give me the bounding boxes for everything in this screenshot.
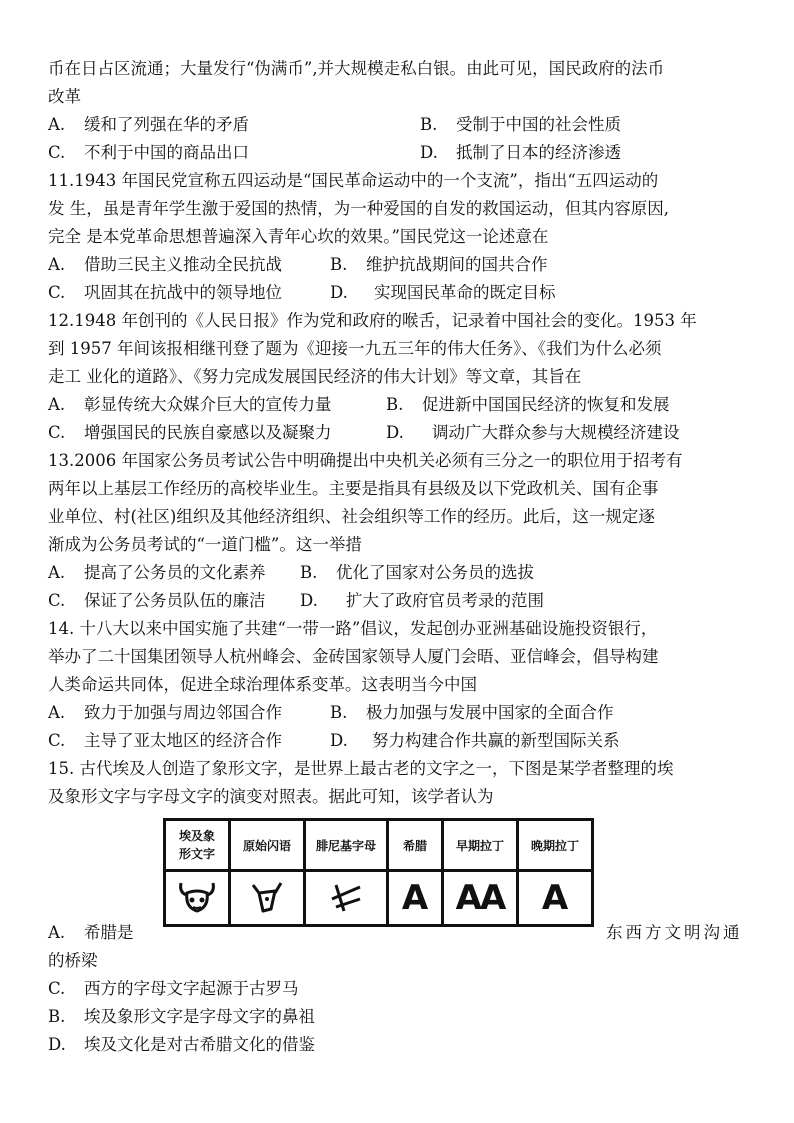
q10-option-b-wrap: [420, 114, 621, 136]
q11-option-b: 维护抗战期间的国共合作: [366, 255, 548, 274]
late-latin-a-glyph: [518, 871, 593, 926]
q14-stem-line2: 举办了二十国集团领导人杭州峰会、金砖国家领导人厦门会晤、亚信峰会，倡导构建: [48, 647, 659, 666]
q12-option-d: 调动广大群众参与大规模经济建设: [432, 423, 680, 442]
q14-option-b: 极力加强与发展中国家的全面合作: [366, 703, 614, 722]
q15-option-a-row: [48, 922, 746, 944]
option-label: B.: [386, 395, 404, 414]
option-label: A.: [48, 703, 66, 722]
table-header-text: 埃及象形文字: [178, 829, 215, 861]
table-header-phoenician: 腓尼基字母: [305, 820, 388, 871]
q13-option-b: 优化了国家对公务员的选拔: [336, 563, 534, 582]
greek-alpha-glyph: [388, 871, 443, 926]
q15-option-a-part1: 希腊是: [84, 923, 134, 942]
q12-option-c: 增强国民的民族自豪感以及凝聚力: [84, 423, 332, 442]
q13-option-a: 提高了公务员的文化素养: [84, 563, 266, 582]
table-header-early-latin: 早期拉丁: [443, 820, 518, 871]
option-label: A.: [48, 115, 66, 134]
q12-option-a: 彰显传统大众媒介巨大的宣传力量: [84, 395, 332, 414]
greek-alpha-letter: A: [401, 878, 429, 918]
q14-options-row1: [48, 702, 614, 724]
phoenician-aleph-glyph-icon: [305, 871, 388, 926]
q11-option-d: 实现国民革命的既定目标: [374, 283, 556, 302]
q14-option-d-wrap: [330, 730, 620, 752]
option-label: D.: [330, 283, 348, 302]
late-latin-letter: A: [541, 878, 569, 918]
q10-stem-line1: 币在日占区流通；大量发行“伪满币”,并大规模走私白银。由此可见，国民政府的法币: [48, 59, 665, 78]
q11-option-c: 巩固其在抗战中的领导地位: [84, 283, 282, 302]
q13-stem-line1: 13.2006 年国家公务员考试公告中明确提出中央机关必须有三分之一的职位用于招考有: [48, 451, 683, 470]
q14-option-a: 致力于加强与周边邻国合作: [84, 703, 282, 722]
table-header-proto-semitic: 原始闪语: [230, 820, 305, 871]
q15-option-c: 西方的字母文字起源于古罗马: [84, 979, 299, 998]
q15-option-d: 埃及文化是对古希腊文化的借鉴: [84, 1035, 315, 1054]
q11-stem-line3: 完全 是本党革命思想普遍深入青年心坎的效果。”国民党这一论述意在: [48, 227, 549, 246]
q13-option-d-wrap: [300, 590, 544, 612]
option-label: B.: [330, 703, 348, 722]
option-label: C.: [48, 283, 66, 302]
option-label: B.: [330, 255, 348, 274]
proto-semitic-ox-glyph-icon: [230, 871, 305, 926]
alphabet-evolution-table: [163, 818, 594, 927]
q11-options-row1: [48, 254, 548, 276]
q15-option-a-part2: 东西方文明沟通: [606, 923, 743, 942]
q14-option-d: 努力构建合作共赢的新型国际关系: [372, 731, 620, 750]
option-label: D.: [300, 591, 318, 610]
option-label: D.: [330, 731, 348, 750]
q14-stem-line3: 人类命运共同体，促进全球治理体系变革。这表明当今中国: [48, 675, 477, 694]
q12-options-row2: [48, 422, 680, 444]
option-label: A.: [48, 395, 66, 414]
q14-option-c: 主导了亚太地区的经济合作: [84, 731, 282, 750]
q13-stem-line4: 渐成为公务员考试的“一道门槛”。这一举措: [48, 535, 362, 554]
q13-options-row1: [48, 562, 534, 584]
option-label: C.: [48, 731, 66, 750]
q14-option-b-wrap: [330, 702, 614, 724]
option-label: A.: [48, 923, 66, 942]
option-label: C.: [48, 423, 66, 442]
option-label: A.: [48, 255, 66, 274]
q11-option-b-wrap: [330, 254, 548, 276]
q15-option-b: 埃及象形文字是字母文字的鼻祖: [84, 1007, 315, 1026]
q14-options-row2: [48, 730, 620, 752]
q10-options-row2: [48, 142, 621, 164]
q13-stem-line2: 两年以上基层工作经历的高校毕业生。主要是指具有县级及以下党政机关、国有企事: [48, 479, 659, 498]
q12-option-d-wrap: [386, 422, 680, 444]
q10-option-a: 缓和了列强在华的矛盾: [84, 115, 249, 134]
q10-stem-line2: 改革: [48, 87, 81, 106]
q12-stem-line1: 12.1948 年创刊的《人民日报》作为党和政府的喉舌，记录着中国社会的变化。1953 年: [48, 311, 697, 330]
q12-option-b-wrap: [386, 394, 670, 416]
q11-option-d-wrap: [330, 282, 556, 304]
option-label: B.: [420, 115, 438, 134]
table-header-late-latin: 晚期拉丁: [518, 820, 593, 871]
q15-option-b-row: [48, 1006, 315, 1028]
early-latin-a-glyph: [443, 871, 518, 926]
q11-option-a: 借助三民主义推动全民抗战: [84, 255, 282, 274]
option-label: C.: [48, 591, 66, 610]
option-label: D.: [48, 1035, 66, 1054]
table-header-greek: 希腊: [388, 820, 443, 871]
option-label: A.: [48, 563, 66, 582]
q10-option-d: 抵制了日本的经济渗透: [456, 143, 621, 162]
q12-stem-line2: 到 1957 年间该报相继刊登了题为《迎接一九五三年的伟大任务》、《我们为什么必须: [48, 339, 662, 358]
early-latin-letters: AA: [455, 878, 505, 918]
q12-option-b: 促进新中国国民经济的恢复和发展: [422, 395, 670, 414]
ox-head-glyph-icon: [165, 871, 230, 926]
option-label: B.: [300, 563, 318, 582]
q10-option-d-wrap: [420, 142, 621, 164]
q10-option-b: 受制于中国的社会性质: [456, 115, 621, 134]
q11-options-row2: [48, 282, 556, 304]
q13-option-b-wrap: [300, 562, 534, 584]
q13-stem-line3: 业单位、村(社区)组织及其他经济组织、社会组织等工作的经历。此后，这一规定逐: [48, 507, 655, 526]
q13-option-c: 保证了公务员队伍的廉洁: [84, 591, 266, 610]
table-header-egyptian: [165, 820, 230, 871]
option-label: D.: [420, 143, 438, 162]
q10-options-row1: [48, 114, 621, 136]
q15-stem-line1: 15. 古代埃及人创造了象形文字，是世界上最古老的文字之一，下图是某学者整理的埃: [48, 759, 674, 778]
q13-option-d: 扩大了政府官员考录的范围: [346, 591, 544, 610]
q15-stem-line2: 及象形文字与字母文字的演变对照表。据此可知，该学者认为: [48, 787, 494, 806]
q15-option-d-row: [48, 1034, 315, 1056]
q14-stem-line1: 14. 十八大以来中国实施了共建“一带一路”倡议，发起创办亚洲基础设施投资银行，: [48, 619, 658, 638]
q13-options-row2: [48, 590, 544, 612]
option-label: C.: [48, 143, 66, 162]
q11-stem-line1: 11.1943 年国民党宣称五四运动是“国民革命运动中的一个支流”，指出“五四运动的: [48, 171, 659, 190]
q12-options-row1: [48, 394, 670, 416]
q11-stem-line2: 发 生，虽是青年学生激于爱国的热情，为一种爱国的自发的救国运动，但其内容原因,: [48, 199, 669, 218]
q15-option-a-part3: 的桥梁: [48, 951, 98, 970]
option-label: B.: [48, 1007, 66, 1026]
q12-stem-line3: 走工 业化的道路》、《努力完成发展国民经济的伟大计划》等文章，其旨在: [48, 367, 582, 386]
option-label: C.: [48, 979, 66, 998]
option-label: D.: [386, 423, 404, 442]
q10-option-c: 不利于中国的商品出口: [84, 143, 249, 162]
q15-option-c-row: [48, 978, 299, 1000]
